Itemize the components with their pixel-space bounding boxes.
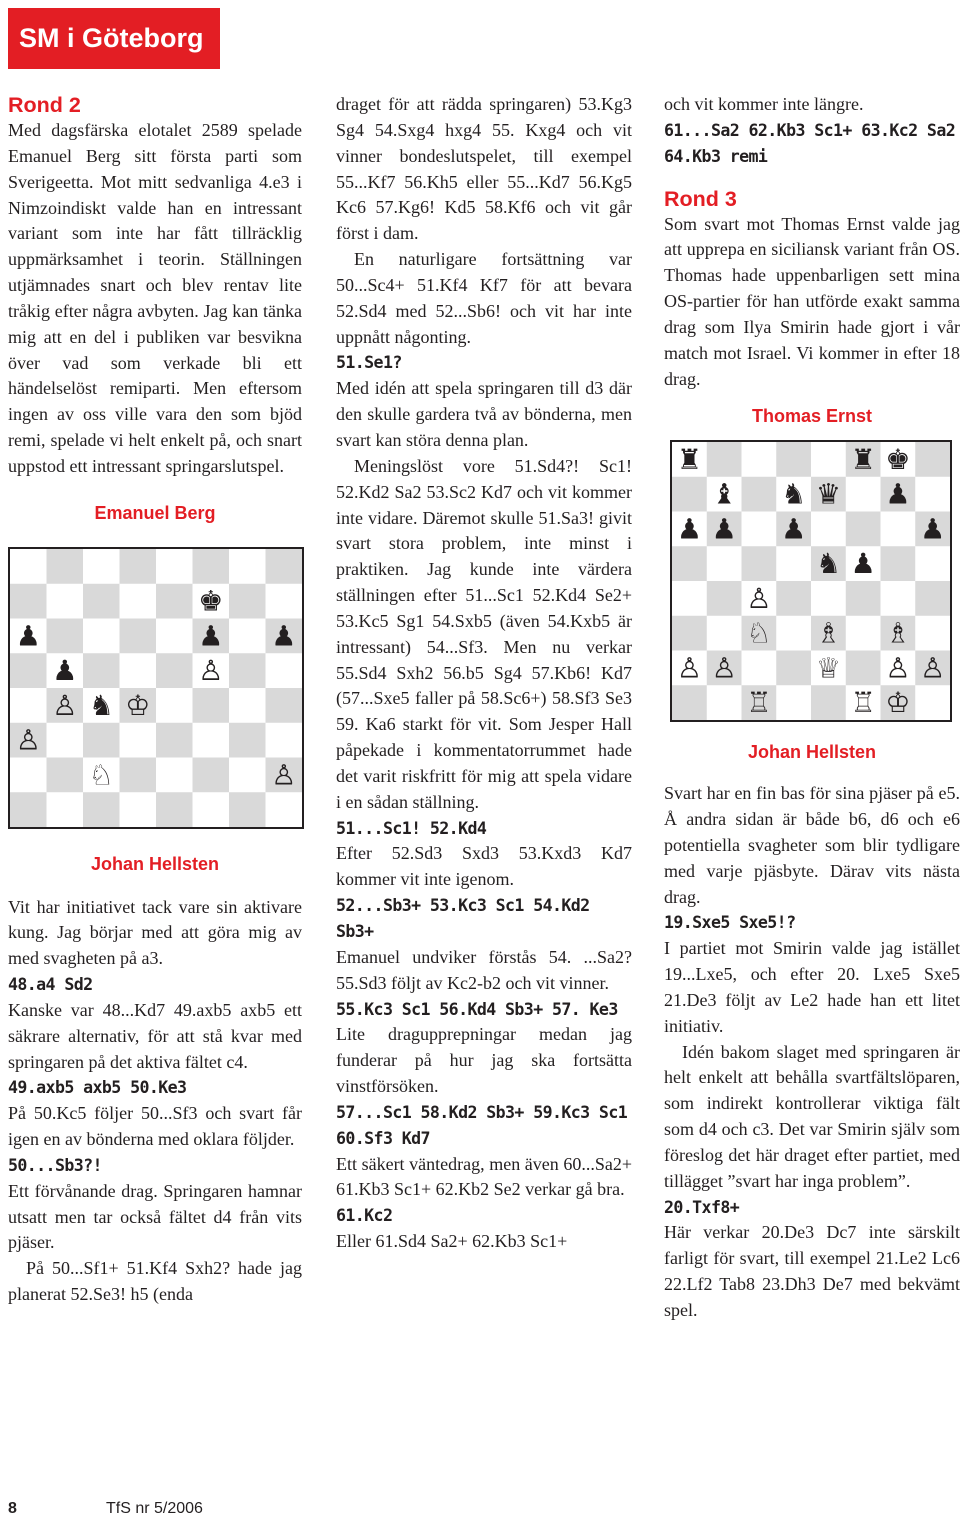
white-pawn-icon: ♙ [711,651,737,685]
round-3-heading: Rond 3 [664,186,737,211]
move-line: 52...Sb3+ 53.Kc3 Sc1 54.Kd2 Sb3+ [336,896,590,941]
move-line: 49.axb5 axb5 50.Ke3 [8,1078,187,1098]
black-rook-icon: ♜ [850,443,876,477]
round-2-heading: Rond 2 [8,93,81,117]
black-pawn-icon: ♟ [52,653,78,687]
comment: Efter 52.Sd3 Sxd3 53.Kxd3 Kd7 kommer vit inte igenom. [336,843,632,890]
chess-diagram-1 [8,547,304,829]
move-line: 19.Sxe5 Sxe5!? [664,913,796,933]
white-pawn-icon: ♙ [198,653,224,687]
dark-square [742,547,777,582]
dark-square [10,792,47,827]
white-king-icon: ♔ [885,686,911,720]
white-rook-icon: ♖ [850,686,876,720]
comment: I partiet mot Smirin valde jag istället 19...Lxe5, och efter 20. Lxe5 Sxe5 21.De3 följt av Le2 hade han ett litet initiativ. [664,938,960,1036]
dark-square [776,581,811,616]
round-2-intro: Med dagsfärska elotalet 2589 spelade Emanuel Berg sitt första parti som Sverigeetta. Mot mitt sedvanliga 4.e3 i Nimzoindiskt valde han en intressant variant som inte har fått tillräcklig uppmärksamhet i teorin. Ställningen utjämnades snart och blev rentav lite tråkig efter några avbyten. Jag kan tänka mig att en del i publiken var besvikna över vad som verkade bli ett händelselöst remiparti. Men eftersom ingen av oss ville vara den som bjöd remi, spelade vi helt enkelt på, och snart uppstod ett intressant springarslutspel. [8,120,302,476]
dark-square [846,512,881,547]
dark-square [672,547,707,582]
column-2 [336,92,632,1255]
white-pawn-icon: ♙ [52,688,78,722]
board-2-top-player: Thomas Ernst [751,406,873,427]
move-line: 48.a4 Sd2 [8,975,93,995]
comment: draget för att rädda springaren) 53.Kg3 Sg4 54.Sxg4 hxg4 55. Kxg4 och vit vinner bondeslutspelet, till exempel 55...Kf7 56.Kh5 eller 55...Kd7 56.Kg5 Kc6 57.Kg6! Kd5 58.Kf6 och vit går först i dam. [336,94,632,244]
board-svg [10,549,302,827]
dark-square [776,442,811,477]
comment: Meningslöst vore 51.Sd4?! Sc1! 52.Kd2 Sa2 53.Sc2 Kd7 och vit kommer inte vidare. Däremot skulle 51.Sa3! givit svart stora problem, inte minst i praktiken. Jag kunde inte värdera ställningen efter 51...Sc1 52.Kd4 Se2+ 53.Kc5 Sg1 54.Sxb5 (även 54.Kxb5 är intressant) 54...Sf3. Men nu verkar 55.Sd4 Sxh2 56.b5 Sg4 57.Kb6! Kd7 (57...Sxe5 faller på 58.Sc6+) 58.Sf3 Se3 59. Ka6 starkt för vit. Som Jesper Hall påpekade i kommentatorrummet hade det varit riskfritt för mig att spela vidare i en sådan ställning. [336,455,632,812]
dark-square [120,549,157,584]
black-knight-icon: ♞ [815,547,841,581]
dark-square [881,547,916,582]
dark-square [47,757,84,792]
comment: På 50...Sf1+ 51.Kf4 Sxh2? hade jag planerat 52.Se3! h5 (enda [8,1258,302,1305]
issue-label: TfS nr 5/2006 [106,1500,203,1517]
dark-square [193,688,230,723]
black-pawn-icon: ♟ [781,512,807,546]
dark-square [156,583,193,618]
board-svg [672,442,950,720]
comment: En naturligare fortsättning var 50...Sc4+ 51.Kf4 Kf7 för att bevara 52.Sd4 med 52...Sb6! och vit har inte uppnått någonting. [336,249,632,347]
dark-square [811,686,846,721]
black-king-icon: ♚ [885,443,911,477]
board-2-bottom-player: Johan Hellsten [747,742,877,763]
dark-square [672,616,707,651]
dark-square [120,757,157,792]
white-rook-icon: ♖ [746,686,772,720]
comment: Eller 61.Sd4 Sa2+ 62.Kb3 Sc1+ [336,1231,568,1252]
dark-square [229,722,266,757]
move-line: 50...Sb3?! [8,1155,102,1175]
white-pawn-icon: ♙ [15,723,41,757]
comment: Lite dragupprepningar medan jag funderar på hur jag ska fortsätta vinstförsöken. [336,1024,632,1097]
dark-square [672,477,707,512]
dark-square [776,651,811,686]
board-1-top-player: Emanuel Berg [94,502,216,523]
dark-square [229,792,266,827]
white-pawn-icon: ♙ [885,651,911,685]
comment: Idén bakom slaget med springaren är helt enkelt att behålla svartfältslöparen, som indirekt kontrollerar viktiga fält som d4 och c3. Det var Smirin själv som föreslog det här draget efter partiet, med tillägget ”svart har inga problem”. [664,1041,960,1191]
dark-square [83,792,120,827]
white-king-icon: ♔ [125,688,151,722]
white-pawn-icon: ♙ [920,651,946,685]
dark-square [83,722,120,757]
move-line: 61...Sa2 62.Kb3 Sc1+ 63.Kc2 Sa2 64.Kb3 remi [664,120,956,166]
dark-square [707,442,742,477]
dark-square [156,722,193,757]
white-pawn-icon: ♙ [676,651,702,685]
dark-square [846,651,881,686]
dark-square [120,618,157,653]
dark-square [229,653,266,688]
dark-square [156,653,193,688]
black-king-icon: ♚ [198,584,224,618]
black-pawn-icon: ♟ [198,619,224,653]
black-knight-icon: ♞ [781,477,807,511]
black-pawn-icon: ♟ [15,619,41,653]
dark-square [47,618,84,653]
round-3-intro: Som svart mot Thomas Ernst valde jag att upprepa en siciliansk variant från OS. Thomas hade uppenbarligen sett mina OS-partier för han utförde exakt samma drag som Ilya Smirin hade gjort i vår match mot Israel. Vi kommer in efter 18 drag. [664,213,960,389]
black-pawn-icon: ♟ [920,512,946,546]
dark-square [10,583,47,618]
white-knight-icon: ♘ [88,758,114,792]
comment: Svart har en fin bas för sina pjäser på e5. Å andra sidan är både b6, d6 och e6 potentiella svagheter som blir tydligare med varje pjäsbyte. Därav vits nästa drag. [664,783,960,907]
move-line: 20.Txf8+ [664,1197,740,1217]
dark-square [156,792,193,827]
black-pawn-icon: ♟ [271,619,297,653]
dark-square [193,757,230,792]
black-pawn-icon: ♟ [676,512,702,546]
dark-square [915,442,950,477]
move-line: 57...Sc1 58.Kd2 Sb3+ 59.Kc3 Sc1 60.Sf3 Kd7 [336,1102,628,1148]
comment: Ett säkert väntedrag, men även 60...Sa2+ 61.Kb3 Sc1+ 62.Kb2 Se2 verkar gå bra. [336,1153,632,1200]
comment: Här verkar 20.De3 Dc7 inte särskilt farligt för svart, till exempel 21.Le2 Lc6 22.Lf2 Tab8 23.Dh3 De7 med bekvämt spel. [664,1222,960,1320]
dark-square [846,581,881,616]
dark-square [10,653,47,688]
black-pawn-icon: ♟ [711,512,737,546]
column-3 [664,92,960,1324]
dark-square [742,477,777,512]
comment: och vit kommer inte längre. [664,94,864,114]
move-line: 51...Sc1! 52.Kd4 [336,818,487,838]
dark-square [193,549,230,584]
dark-square [672,686,707,721]
white-bishop-icon: ♗ [885,616,911,650]
white-knight-icon: ♘ [746,616,772,650]
move-line: 55.Kc3 Sc1 56.Kd4 Sb3+ 57. Ke3 [336,999,618,1019]
column-1 [8,92,302,1308]
dark-square [47,549,84,584]
black-knight-icon: ♞ [88,688,114,722]
dark-square [266,688,303,723]
move-line: 61.Kc2 [336,1206,393,1226]
black-pawn-icon: ♟ [850,547,876,581]
dark-square [83,583,120,618]
page-number: 8 [8,1500,17,1517]
black-bishop-icon: ♝ [711,477,737,511]
white-queen-icon: ♕ [815,651,841,685]
comment: Vit har initiativet tack vare sin aktivare kung. Jag börjar med att göra mig av med svagheten på a3. [8,896,302,969]
dark-square [83,653,120,688]
dark-square [915,581,950,616]
black-pawn-icon: ♟ [885,477,911,511]
dark-square [229,583,266,618]
comment: Med idén att spela springaren till d3 där den skulle gardera två av bönderna, men svart kan störa denna plan. [336,378,632,450]
white-pawn-icon: ♙ [271,758,297,792]
white-bishop-icon: ♗ [815,616,841,650]
black-rook-icon: ♜ [676,443,702,477]
comment: Kanske var 48...Kd7 49.axb5 axb5 ett säkrare alternativ, för att stå kvar med springaren på det aktiva fältet c4. [8,999,302,1072]
dark-square [707,581,742,616]
comment: På 50.Kc5 följer 50...Sf3 och svart får igen en av bönderna med oklara följder. [8,1103,302,1150]
board-1-bottom-player: Johan Hellsten [90,853,220,874]
comment: Ett förvånande drag. Springaren hamnar utsatt men tar också fältet d4 från vits pjäser. [8,1180,302,1253]
section-banner: SM i Göteborg [8,8,220,69]
dark-square [266,549,303,584]
chess-diagram-2 [670,440,952,722]
white-pawn-icon: ♙ [746,582,772,616]
comment: Emanuel undviker förstås 54. ...Sa2? 55.Sd3 följt av Kc2-b2 och vit vinner. [336,946,632,993]
black-queen-icon: ♛ [815,477,841,511]
move-line: 51.Se1? [336,353,402,373]
